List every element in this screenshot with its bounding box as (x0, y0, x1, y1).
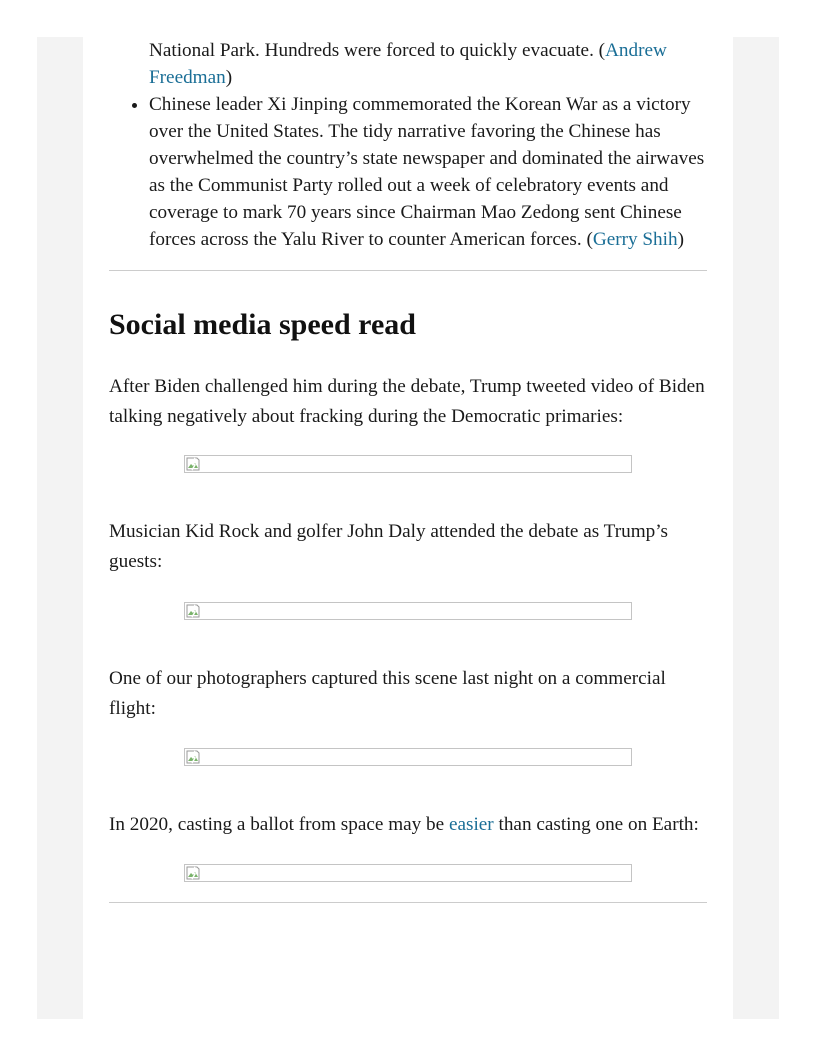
tweet-embed-image[interactable] (184, 864, 632, 882)
broken-image-icon (186, 457, 200, 471)
embed-container (109, 455, 707, 473)
broken-image-icon (186, 604, 200, 618)
embed-container (109, 602, 707, 620)
item-text: Musician Kid Rock and golfer John Daly attended the debate as Trump’s guests: (109, 521, 669, 572)
item-text-end: than casting one on Earth: (493, 814, 699, 835)
section-divider (109, 270, 707, 271)
item-text-start: In 2020, casting a ballot from space may be (109, 814, 449, 835)
bullet-text: Chinese leader Xi Jinping commemorated the Korean War as a victory over the United States. The tidy narrative favoring the Chinese has overwhelmed the country’s state newspaper and dominated the airwaves as the Communist Party rolled out a week of celebratory events and coverage to mark 70 years since Chairman Mao Zedong sent Chinese forces across the Yalu River to counter American forces. ( (149, 94, 705, 250)
list-item (149, 91, 707, 253)
embed-container (109, 748, 707, 766)
item-text (109, 810, 707, 840)
embed-container (109, 864, 707, 882)
right-gutter (733, 37, 779, 1019)
section-title: Social media speed read (109, 308, 416, 341)
broken-image-icon (186, 750, 200, 764)
item-text: After Biden challenged him during the debate, Trump tweeted video of Biden talking negatively about fracking during the Democratic primaries: (109, 376, 705, 427)
author-link-andrew-freedman[interactable]: Andrew Freedman (149, 40, 667, 88)
bullet-text: National Park. Hundreds were forced to quickly evacuate. ( (149, 40, 606, 61)
bullet-text-end: ) (677, 229, 684, 250)
author-link-gerry-shih[interactable]: Gerry Shih (592, 229, 678, 250)
section-divider (109, 902, 707, 903)
broken-image-icon (186, 866, 200, 880)
tweet-embed-image[interactable] (184, 748, 632, 766)
newsletter-content (109, 37, 707, 903)
easier-link[interactable]: easier (448, 814, 494, 835)
left-gutter (37, 37, 83, 1019)
bullet-text-end: ) (225, 67, 233, 88)
tweet-embed-image[interactable] (184, 602, 632, 620)
item-text: One of our photographers captured this scene last night on a commercial flight: (109, 668, 666, 719)
news-bullet-list (109, 37, 707, 253)
list-item (149, 37, 707, 91)
tweet-embed-image[interactable] (184, 455, 632, 473)
